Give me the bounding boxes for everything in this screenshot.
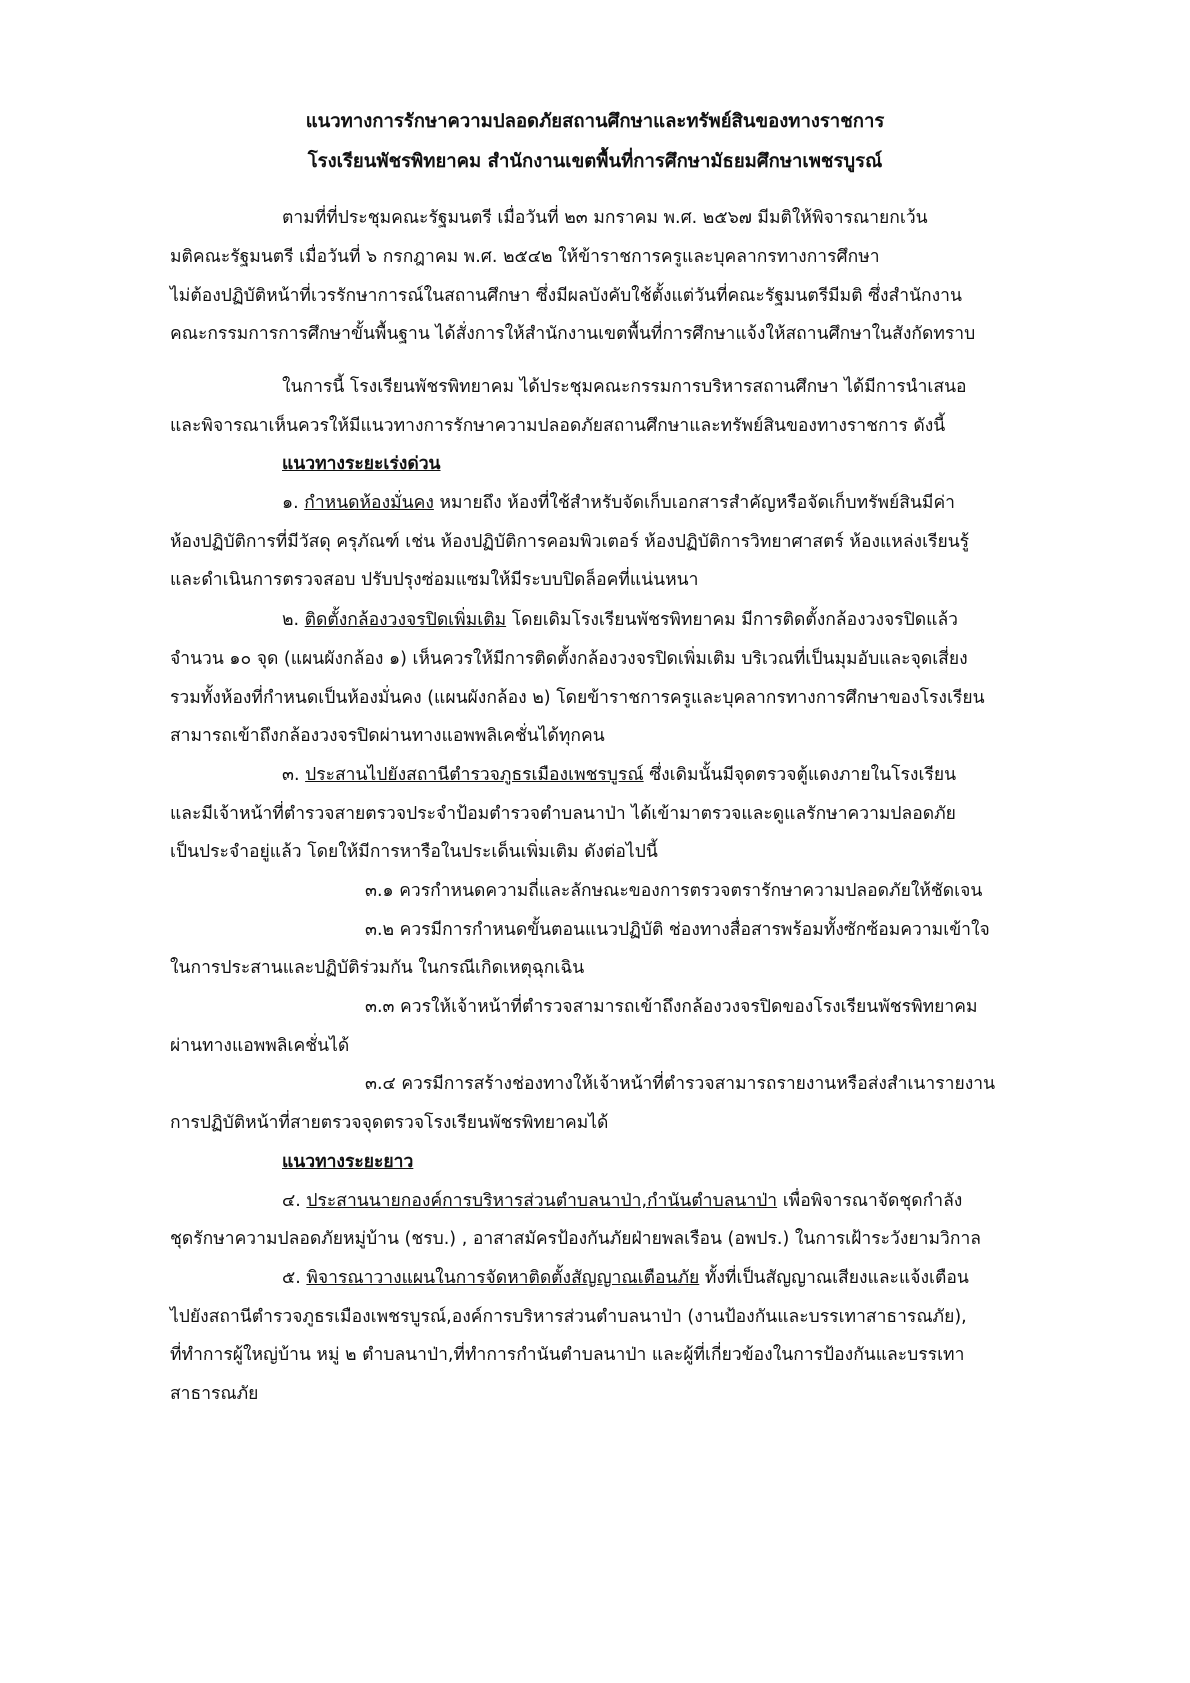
item3-sub2: ๓.๒ ควรมีการกำหนดขั้นตอนแนวปฏิบัติ ช่องทางสื่อสารพร้อมทั้งซักซ้อมความเข้าใจ xyxy=(365,920,990,940)
item4-first-line xyxy=(282,1181,962,1221)
item2-title: ติดตั้งกล้องวงจรปิดเพิ่มเติม xyxy=(304,610,507,630)
item3-sub3: ๓.๓ ควรให้เจ้าหน้าที่ตำรวจสามารถเข้าถึงกล้องวงจรปิดของโรงเรียนพัชรพิทยาคม xyxy=(365,997,978,1017)
intro-line: ไม่ต้องปฏิบัติหน้าที่เวรรักษาการณ์ในสถานศึกษา ซึ่งมีผลบังคับใช้ตั้งแต่วันที่คณะรัฐมนตรีมีมติ ซึ่งสำนักงาน xyxy=(170,286,962,306)
item1-text: หมายถึง ห้องที่ใช้สำหรับจัดเก็บเอกสารสำคัญหรือจัดเก็บทรัพย์สินมีค่า xyxy=(433,493,956,513)
item5-line: ที่ทำการผู้ใหญ่บ้าน หมู่ ๒ ตำบลนาป่า,ที่ทำการกำนันตำบลนาป่า และผู้ที่เกี่ยวข้องในการป้องกันและบรรเทา xyxy=(170,1345,965,1365)
item2-first-line xyxy=(282,600,958,640)
item3-title: ประสานไปยังสถานีตำรวจภูธรเมืองเพชรบูรณ์ xyxy=(305,765,644,785)
item1-line: ห้องปฏิบัติการที่มีวัสดุ ครุภัณฑ์ เช่น ห้องปฏิบัติการคอมพิวเตอร์ ห้องปฏิบัติการวิทยาศาสตร์ ห้องแหล่งเรียนรู้ xyxy=(170,532,970,552)
item2-line: สามารถเข้าถึงกล้องวงจรปิดผ่านทางแอพพลิเคชั่นได้ทุกคน xyxy=(170,726,605,746)
item4-number: ๔. xyxy=(282,1191,307,1211)
item5-text: ทั้งที่เป็นสัญญาณเสียงและแจ้งเตือน xyxy=(699,1268,969,1288)
item4-line: ชุดรักษาความปลอดภัยหมู่บ้าน (ชรบ.) , อาสาสมัครป้องกันภัยฝ่ายพลเรือน (อพปร.) ในการเฝ้าระวังยามวิกาล xyxy=(170,1229,981,1249)
item1-line: และดำเนินการตรวจสอบ ปรับปรุงซ่อมแซมให้มีระบบปิดล็อคที่แน่นหนา xyxy=(170,570,699,590)
para2-line: ในการนี้ โรงเรียนพัชรพิทยาคม ได้ประชุมคณะกรรมการบริหารสถานศึกษา ได้มีการนำเสนอ xyxy=(282,377,967,397)
item2-text: โดยเดิมโรงเรียนพัชรพิทยาคม มีการติดตั้งกล้องวงจรปิดแล้ว xyxy=(506,610,958,630)
item1-title: กำหนดห้องมั่นคง xyxy=(304,493,434,513)
item5-first-line xyxy=(282,1258,969,1298)
item3-line: เป็นประจำอยู่แล้ว โดยให้มีการหารือในประเด็นเพิ่มเติม ดังต่อไปนี้ xyxy=(170,842,658,862)
item3-sub1: ๓.๑ ควรกำหนดความถี่และลักษณะของการตรวจตรารักษาความปลอดภัยให้ชัดเจน xyxy=(365,881,983,901)
item3-sub4-cont: การปฏิบัติหน้าที่สายตรวจจุดตรวจโรงเรียนพัชรพิทยาคมได้ xyxy=(170,1113,609,1133)
intro-line: คณะกรรมการการศึกษาขั้นพื้นฐาน ได้สั่งการให้สำนักงานเขตพื้นที่การศึกษาแจ้งให้สถานศึกษาในสังกัดทราบ xyxy=(170,324,976,344)
item5-title: พิจารณาวางแผนในการจัดหาติดตั้งสัญญาณเตือนภัย xyxy=(306,1268,700,1288)
item3-number: ๓. xyxy=(282,765,306,785)
item3-first-line xyxy=(282,755,956,795)
item1-first-line xyxy=(282,483,955,523)
para2-line: และพิจารณาเห็นควรให้มีแนวทางการรักษาความปลอดภัยสถานศึกษาและทรัพย์สินของทางราชการ ดังนี้ xyxy=(170,416,946,436)
item3-line: และมีเจ้าหน้าที่ตำรวจสายตรวจประจำป้อมตำรวจตำบลนาป่า ได้เข้ามาตรวจและดูแลรักษาความปลอดภัย xyxy=(170,804,956,824)
item1-number: ๑. xyxy=(282,493,305,513)
heading-urgent: แนวทางระยะเร่งด่วน xyxy=(282,454,441,474)
document-title-line1: แนวทางการรักษาความปลอดภัยสถานศึกษาและทรัพย์สินของทางราชการ xyxy=(305,111,885,132)
item5-number: ๕. xyxy=(282,1268,307,1288)
item3-sub4: ๓.๔ ควรมีการสร้างช่องทางให้เจ้าหน้าที่ตำรวจสามารถรายงานหรือส่งสำเนารายงาน xyxy=(365,1074,996,1094)
item5-line: ไปยังสถานีตำรวจภูธรเมืองเพชรบูรณ์,องค์การบริหารส่วนตำบลนาป่า (งานป้องกันและบรรเทาสาธารณภัย), xyxy=(170,1307,967,1327)
intro-line: ตามที่ที่ประชุมคณะรัฐมนตรี เมื่อวันที่ ๒๓ มกราคม พ.ศ. ๒๕๖๗ มีมติให้พิจารณายกเว้น xyxy=(282,208,928,228)
item2-line: จำนวน ๑๐ จุด (แผนผังกล้อง ๑) เห็นควรให้มีการติดตั้งกล้องวงจรปิดเพิ่มเติม บริเวณที่เป็นมุมอับและจุดเสี่ยง xyxy=(170,649,968,669)
heading-long-term: แนวทางระยะยาว xyxy=(282,1152,414,1172)
item3-sub2-cont: ในการประสานและปฏิบัติร่วมกัน ในกรณีเกิดเหตุฉุกเฉิน xyxy=(170,958,585,978)
item5-line: สาธารณภัย xyxy=(170,1384,259,1404)
intro-line: มติคณะรัฐมนตรี เมื่อวันที่ ๖ กรกฎาคม พ.ศ. ๒๕๔๒ ให้ข้าราชการครูและบุคลากรทางการศึกษา xyxy=(170,247,880,267)
document-title-line2: โรงเรียนพัชรพิทยาคม สำนักงานเขตพื้นที่การศึกษามัธยมศึกษาเพชรบูรณ์ xyxy=(307,151,883,172)
item4-title: ประสานนายกองค์การบริหารส่วนตำบลนาป่า,กำนันตำบลนาป่า xyxy=(306,1191,778,1211)
item3-sub3-cont: ผ่านทางแอพพลิเคชั่นได้ xyxy=(170,1036,350,1056)
item4-text: เพื่อพิจารณาจัดชุดกำลัง xyxy=(777,1191,963,1211)
item2-number: ๒. xyxy=(282,610,305,630)
item3-text: ซึ่งเดิมนั้นมีจุดตรวจตู้แดงภายในโรงเรียน xyxy=(643,765,957,785)
item2-line: รวมทั้งห้องที่กำหนดเป็นห้องมั่นคง (แผนผังกล้อง ๒) โดยข้าราชการครูและบุคลากรทางการศึกษาของโรงเรียน xyxy=(170,688,985,708)
